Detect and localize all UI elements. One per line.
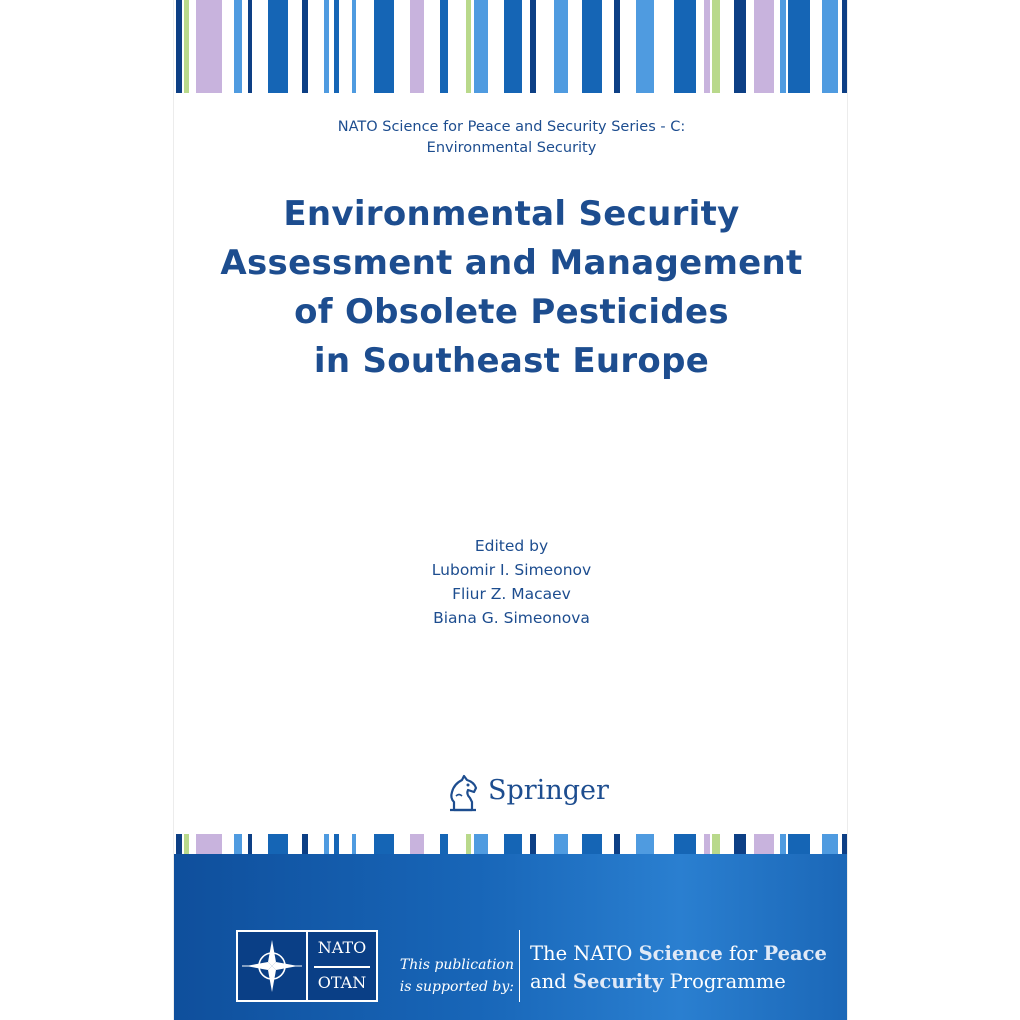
title-line-2: Assessment and Management	[220, 243, 803, 283]
decorative-stripe	[530, 834, 536, 854]
programme-emphasis: Peace	[763, 942, 827, 965]
decorative-stripe	[248, 834, 252, 854]
decorative-stripe	[554, 834, 568, 854]
decorative-stripe	[334, 834, 339, 854]
decorative-stripe	[842, 834, 848, 854]
decorative-stripe	[410, 834, 424, 854]
editors-heading: Edited by	[474, 537, 549, 555]
nato-text-panel	[306, 932, 376, 1000]
nato-compass-panel	[238, 932, 306, 1000]
decorative-stripe	[466, 834, 471, 854]
decorative-stripe	[302, 834, 308, 854]
publisher-name: Springer	[488, 775, 609, 806]
decorative-stripe	[196, 834, 222, 854]
decorative-stripe	[334, 0, 339, 93]
programme-line-1	[530, 940, 827, 968]
nato-word: NATO	[317, 938, 367, 957]
editor-name: Lubomir I. Simeonov	[431, 561, 592, 579]
decorative-stripe	[614, 834, 620, 854]
support-line-1: This publication	[399, 957, 514, 973]
decorative-stripe	[474, 0, 488, 93]
footer-divider	[519, 930, 520, 1002]
decorative-stripe	[636, 834, 654, 854]
decorative-stripe	[176, 834, 182, 854]
decorative-stripe	[324, 834, 329, 854]
lower-stripe-band	[174, 834, 848, 854]
decorative-stripe	[196, 0, 222, 93]
decorative-stripe	[466, 0, 471, 93]
decorative-stripe	[754, 834, 774, 854]
decorative-stripe	[504, 0, 522, 93]
decorative-stripe	[734, 834, 746, 854]
programme-text: Programme	[663, 970, 786, 993]
programme-line-2	[530, 968, 827, 996]
book-cover	[173, 0, 848, 1020]
decorative-stripe	[822, 834, 838, 854]
decorative-stripe	[474, 834, 488, 854]
decorative-stripe	[176, 0, 182, 93]
decorative-stripe	[614, 0, 620, 93]
decorative-stripe	[440, 834, 448, 854]
editor-name: Biana G. Simeonova	[433, 609, 590, 627]
decorative-stripe	[554, 0, 568, 93]
decorative-stripe	[704, 0, 710, 93]
decorative-stripe	[234, 0, 242, 93]
decorative-stripe	[754, 0, 774, 93]
decorative-stripe	[352, 0, 356, 93]
decorative-stripe	[184, 834, 189, 854]
decorative-stripe	[704, 834, 710, 854]
top-stripe-band	[174, 0, 848, 93]
springer-horse-icon	[444, 774, 482, 814]
decorative-stripe	[822, 0, 838, 93]
programme-name	[530, 940, 827, 996]
decorative-stripe	[674, 0, 696, 93]
series-title	[174, 117, 848, 159]
programme-text: and	[530, 970, 573, 993]
nato-divider	[314, 966, 370, 968]
publisher-logo	[444, 772, 634, 818]
decorative-stripe	[734, 0, 746, 93]
decorative-stripe	[374, 0, 394, 93]
decorative-stripe	[374, 834, 394, 854]
programme-emphasis: Science	[638, 942, 723, 965]
title-line-3: of Obsolete Pesticides	[294, 292, 729, 332]
programme-text: for	[722, 942, 764, 965]
series-line-1: NATO Science for Peace and Security Series - C:	[337, 119, 686, 135]
support-line-2: is supported by:	[399, 979, 514, 995]
decorative-stripe	[712, 0, 720, 93]
decorative-stripe	[582, 834, 602, 854]
decorative-stripe	[582, 0, 602, 93]
decorative-stripe	[352, 834, 356, 854]
decorative-stripe	[302, 0, 308, 93]
decorative-stripe	[674, 834, 696, 854]
title-line-1: Environmental Security	[283, 194, 740, 234]
decorative-stripe	[248, 0, 252, 93]
support-statement	[394, 954, 514, 998]
decorative-stripe	[504, 834, 522, 854]
decorative-stripe	[324, 0, 329, 93]
editors-block	[174, 534, 848, 630]
series-line-2: Environmental Security	[426, 140, 597, 156]
decorative-stripe	[788, 0, 810, 93]
title-line-4: in Southeast Europe	[313, 341, 710, 381]
editor-name: Fliur Z. Macaev	[452, 585, 571, 603]
nato-otan-logo	[236, 930, 378, 1002]
decorative-stripe	[780, 834, 786, 854]
decorative-stripe	[268, 0, 288, 93]
decorative-stripe	[268, 834, 288, 854]
decorative-stripe	[780, 0, 786, 93]
book-title	[174, 190, 848, 386]
otan-word: OTAN	[317, 973, 367, 992]
nato-footer	[174, 854, 848, 1020]
decorative-stripe	[636, 0, 654, 93]
decorative-stripe	[410, 0, 424, 93]
programme-text: The NATO	[530, 942, 639, 965]
decorative-stripe	[184, 0, 189, 93]
decorative-stripe	[440, 0, 448, 93]
decorative-stripe	[788, 834, 810, 854]
decorative-stripe	[712, 834, 720, 854]
programme-emphasis: Security	[572, 970, 664, 993]
nato-compass-icon	[238, 932, 306, 1000]
decorative-stripe	[234, 834, 242, 854]
decorative-stripe	[530, 0, 536, 93]
decorative-stripe	[842, 0, 848, 93]
